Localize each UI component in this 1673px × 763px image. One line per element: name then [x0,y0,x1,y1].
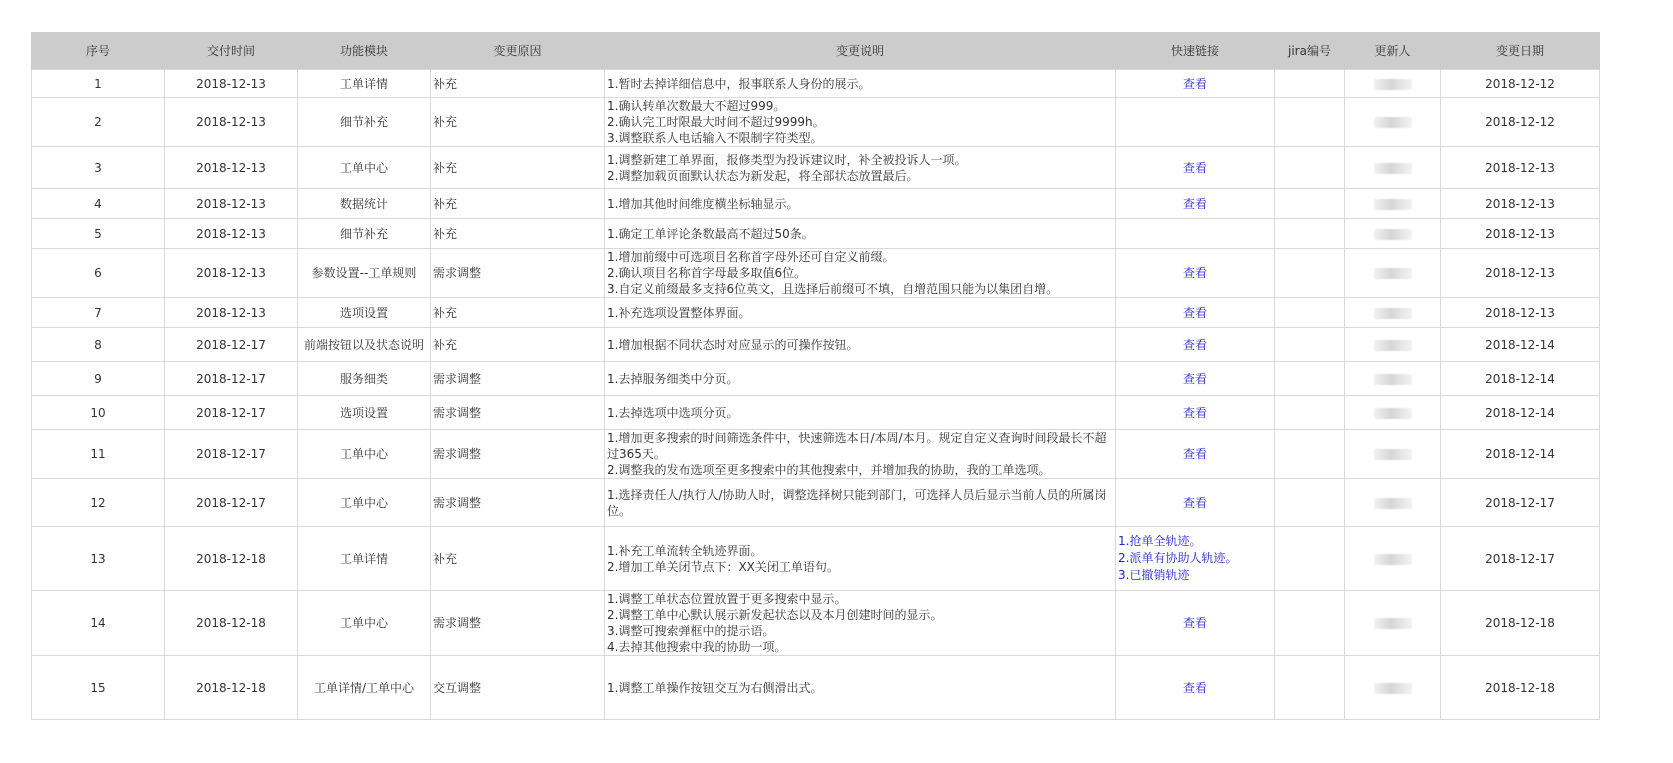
cell-updater [1345,219,1441,249]
header-module: 功能模块 [298,32,431,70]
cell-index: 1 [32,70,165,98]
cell-updater [1345,591,1441,656]
cell-change-date: 2018-12-12 [1441,98,1600,147]
description-line: 2.确认完工时限最大时间不超过9999h。 [607,115,825,129]
cell-reason: 需求调整 [431,430,605,479]
view-link[interactable]: 查看 [1182,160,1207,175]
cell-jira-id [1275,591,1345,656]
updater-name-redacted [1374,340,1412,351]
cell-updater [1345,479,1441,527]
cell-reason: 需求调整 [431,479,605,527]
description-line: 2.调整加载页面默认状态为新发起，将全部状态放置最后。 [607,168,919,183]
cell-description [605,70,1116,98]
description-line: 2.确认项目名称首字母最多取值6位。 [607,266,807,280]
cell-reason: 需求调整 [431,591,605,656]
description-line: 1.增加根据不同状态时对应显示的可操作按钮。 [607,337,859,352]
cell-updater [1345,396,1441,430]
cell-description [605,527,1116,591]
cell-updater [1345,430,1441,479]
cell-jira-id [1275,147,1345,189]
cell-description [605,147,1116,189]
table-row [32,298,1600,328]
view-link[interactable]: 查看 [1182,447,1207,461]
table-row [32,98,1600,147]
cell-module: 参数设置--工单规则 [298,249,431,298]
description-line: 1.补充选项设置整体界面。 [607,305,751,320]
view-link[interactable]: 查看 [1182,337,1207,352]
cell-delivery-time: 2018-12-13 [165,70,298,98]
updater-name-redacted [1374,117,1412,128]
cell-description [605,98,1116,147]
cell-change-date: 2018-12-17 [1441,527,1600,591]
cell-quick-link [1116,70,1275,98]
description-line: 2.增加工单关闭节点下：XX关闭工单语句。 [607,559,839,574]
cell-updater [1345,98,1441,147]
cell-index: 13 [32,527,165,591]
cell-quick-link [1116,656,1275,720]
cell-description [605,219,1116,249]
description-line: 1.调整工单操作按钮交互为右侧滑出式。 [607,680,823,695]
description-line: 1.暂时去掉详细信息中，报事联系人身份的展示。 [607,76,871,91]
cell-jira-id [1275,249,1345,298]
header-delivery-time: 交付时间 [165,32,298,70]
cell-delivery-time: 2018-12-17 [165,362,298,396]
cell-delivery-time: 2018-12-13 [165,147,298,189]
cell-index: 8 [32,328,165,362]
cell-jira-id [1275,298,1345,328]
description-line: 1.确认转单次数最大不超过999。 [607,99,786,113]
view-link[interactable]: 查看 [1182,405,1207,420]
cell-index: 3 [32,147,165,189]
cell-updater [1345,527,1441,591]
header-change-date: 变更日期 [1441,32,1600,70]
cell-description [605,249,1116,298]
cell-module: 工单中心 [298,430,431,479]
cell-quick-link [1116,249,1275,298]
cell-description [605,430,1116,479]
cell-delivery-time: 2018-12-18 [165,656,298,720]
cell-change-date: 2018-12-18 [1441,656,1600,720]
cell-quick-link [1116,189,1275,219]
cell-updater [1345,362,1441,396]
cell-reason: 补充 [431,219,605,249]
cell-module: 服务细类 [298,362,431,396]
description-line: 1.选择责任人/执行人/协助人时，调整选择树只能到部门，可选择人员后显示当前人员的所属岗位。 [607,487,1107,518]
cell-delivery-time: 2018-12-18 [165,527,298,591]
cell-delivery-time: 2018-12-17 [165,430,298,479]
table-row [32,591,1600,656]
description-line: 1.增加前缀中可选项目名称首字母外还可自定义前缀。 [607,250,895,264]
description-line: 1.去掉服务细类中分页。 [607,371,739,386]
updater-name-redacted [1374,308,1412,319]
cell-quick-link [1116,362,1275,396]
cell-description [605,591,1116,656]
cell-updater [1345,298,1441,328]
cell-index: 14 [32,591,165,656]
cell-updater [1345,189,1441,219]
cell-updater [1345,656,1441,720]
header-quick-link: 快速链接 [1116,32,1275,70]
cell-index: 12 [32,479,165,527]
cell-index: 4 [32,189,165,219]
cell-module: 工单中心 [298,479,431,527]
header-jira-id: jira编号 [1275,32,1345,70]
table-header-row [32,32,1600,70]
table-row [32,219,1600,249]
cell-index: 2 [32,98,165,147]
cell-change-date: 2018-12-13 [1441,147,1600,189]
table-row [32,396,1600,430]
cell-reason: 补充 [431,527,605,591]
description-line: 1.补充工单流转全轨迹界面。 [607,543,763,558]
cell-module: 前端按钮以及状态说明 [298,328,431,362]
cell-module: 工单详情 [298,70,431,98]
description-line: 2.调整工单中心默认展示新发起状态以及本月创建时间的显示。 [607,608,943,622]
cell-description [605,298,1116,328]
cell-reason: 需求调整 [431,396,605,430]
description-line: 4.去掉其他搜索中我的协助一项。 [607,640,787,654]
updater-name-redacted [1374,199,1412,210]
updater-name-redacted [1374,408,1412,419]
cell-module: 细节补充 [298,98,431,147]
cell-delivery-time: 2018-12-13 [165,219,298,249]
cell-quick-link [1116,479,1275,527]
cell-jira-id [1275,479,1345,527]
cell-change-date: 2018-12-13 [1441,189,1600,219]
updater-name-redacted [1374,268,1412,279]
updater-name-redacted [1374,229,1412,240]
view-link[interactable]: 查看 [1182,616,1207,630]
cell-quick-link [1116,147,1275,189]
cell-module: 选项设置 [298,298,431,328]
cell-description [605,396,1116,430]
cell-reason: 补充 [431,189,605,219]
cell-delivery-time: 2018-12-13 [165,189,298,219]
description-line: 1.确定工单评论条数最高不超过50条。 [607,226,814,241]
cell-quick-link [1116,430,1275,479]
table-row [32,479,1600,527]
cell-reason: 补充 [431,328,605,362]
table-row [32,70,1600,98]
table-row [32,430,1600,479]
cell-change-date: 2018-12-12 [1441,70,1600,98]
cell-delivery-time: 2018-12-18 [165,591,298,656]
cell-description [605,189,1116,219]
cell-change-date: 2018-12-14 [1441,362,1600,396]
cell-change-date: 2018-12-13 [1441,249,1600,298]
cell-change-date: 2018-12-13 [1441,298,1600,328]
cell-reason: 补充 [431,98,605,147]
view-link[interactable]: 查看 [1182,680,1207,695]
cell-index: 5 [32,219,165,249]
cell-description [605,328,1116,362]
table-row [32,249,1600,298]
view-link[interactable]: 查看 [1182,266,1207,280]
header-reason: 变更原因 [431,32,605,70]
cell-reason: 补充 [431,70,605,98]
cell-change-date: 2018-12-14 [1441,328,1600,362]
table-row [32,328,1600,362]
cell-index: 7 [32,298,165,328]
updater-name-redacted [1374,554,1412,565]
cell-index: 11 [32,430,165,479]
cell-jira-id [1275,98,1345,147]
cell-description [605,479,1116,527]
table-row [32,656,1600,720]
cell-module: 数据统计 [298,189,431,219]
cell-quick-link [1116,219,1275,249]
header-updater: 更新人 [1345,32,1441,70]
cell-quick-link [1116,328,1275,362]
cell-module: 工单中心 [298,147,431,189]
cell-index: 9 [32,362,165,396]
cell-reason: 需求调整 [431,362,605,396]
cell-delivery-time: 2018-12-13 [165,249,298,298]
description-line: 1.去掉选项中选项分页。 [607,405,739,420]
cell-change-date: 2018-12-18 [1441,591,1600,656]
cell-change-date: 2018-12-14 [1441,396,1600,430]
cell-jira-id [1275,70,1345,98]
cell-delivery-time: 2018-12-17 [165,328,298,362]
view-link[interactable]: 查看 [1182,196,1207,211]
cell-jira-id [1275,189,1345,219]
description-line: 1.调整工单状态位置放置于更多搜索中显示。 [607,592,847,606]
cell-change-date: 2018-12-14 [1441,430,1600,479]
cell-delivery-time: 2018-12-17 [165,396,298,430]
cell-jira-id [1275,219,1345,249]
cell-module: 工单详情/工单中心 [298,656,431,720]
updater-name-redacted [1374,618,1412,629]
table-row [32,189,1600,219]
cell-jira-id [1275,328,1345,362]
view-link[interactable]: 查看 [1182,76,1207,91]
table-row [32,147,1600,189]
trajectory-link[interactable]: 2.派单有协助人轨迹。 [1118,551,1238,565]
cell-reason: 需求调整 [431,249,605,298]
cell-description [605,362,1116,396]
header-description: 变更说明 [605,32,1116,70]
description-line: 1.调整新建工单界面，报修类型为投诉建议时，补全被投诉人一项。 [607,152,967,167]
cell-module: 细节补充 [298,219,431,249]
cell-delivery-time: 2018-12-13 [165,298,298,328]
changelog-table-container [31,32,1599,720]
table-row [32,362,1600,396]
changelog-table [31,32,1600,720]
cell-updater [1345,249,1441,298]
cell-delivery-time: 2018-12-17 [165,479,298,527]
cell-quick-link [1116,527,1275,591]
cell-description [605,656,1116,720]
cell-jira-id [1275,396,1345,430]
cell-quick-link [1116,591,1275,656]
view-link[interactable]: 查看 [1182,495,1207,510]
updater-name-redacted [1374,163,1412,174]
view-link[interactable]: 查看 [1182,305,1207,320]
view-link[interactable]: 查看 [1182,371,1207,386]
cell-module: 工单详情 [298,527,431,591]
updater-name-redacted [1374,449,1412,460]
cell-quick-link [1116,298,1275,328]
table-body [32,70,1600,720]
cell-reason: 补充 [431,298,605,328]
cell-change-date: 2018-12-13 [1441,219,1600,249]
header-index: 序号 [32,32,165,70]
cell-jira-id [1275,656,1345,720]
trajectory-link[interactable]: 3.已撤销轨迹 [1118,568,1190,582]
cell-reason: 交互调整 [431,656,605,720]
cell-updater [1345,70,1441,98]
cell-jira-id [1275,527,1345,591]
updater-name-redacted [1374,79,1412,90]
cell-jira-id [1275,430,1345,479]
cell-reason: 补充 [431,147,605,189]
cell-delivery-time: 2018-12-13 [165,98,298,147]
cell-quick-link [1116,98,1275,147]
cell-index: 6 [32,249,165,298]
cell-updater [1345,328,1441,362]
cell-index: 15 [32,656,165,720]
cell-change-date: 2018-12-17 [1441,479,1600,527]
description-line: 3.调整联系人电话输入不限制字符类型。 [607,131,823,145]
updater-name-redacted [1374,498,1412,509]
updater-name-redacted [1374,683,1412,694]
cell-index: 10 [32,396,165,430]
trajectory-link[interactable]: 1.抢单全轨迹。 [1118,534,1202,548]
cell-updater [1345,147,1441,189]
description-line: 2.调整我的发布选项至更多搜索中的其他搜索中，并增加我的协助，我的工单选项。 [607,463,1051,477]
description-line: 3.自定义前缀最多支持6位英文，且选择后前缀可不填，自增范围只能为以集团自增。 [607,282,1059,296]
cell-jira-id [1275,362,1345,396]
updater-name-redacted [1374,374,1412,385]
description-line: 3.调整可搜索弹框中的提示语。 [607,624,775,638]
description-line: 1.增加更多搜索的时间筛选条件中，快速筛选本日/本周/本月。规定自定义查询时间段最长不超过365天。 [607,431,1107,461]
table-row [32,527,1600,591]
cell-module: 选项设置 [298,396,431,430]
cell-module: 工单中心 [298,591,431,656]
cell-quick-link [1116,396,1275,430]
description-line: 1.增加其他时间维度横坐标轴显示。 [607,196,799,211]
